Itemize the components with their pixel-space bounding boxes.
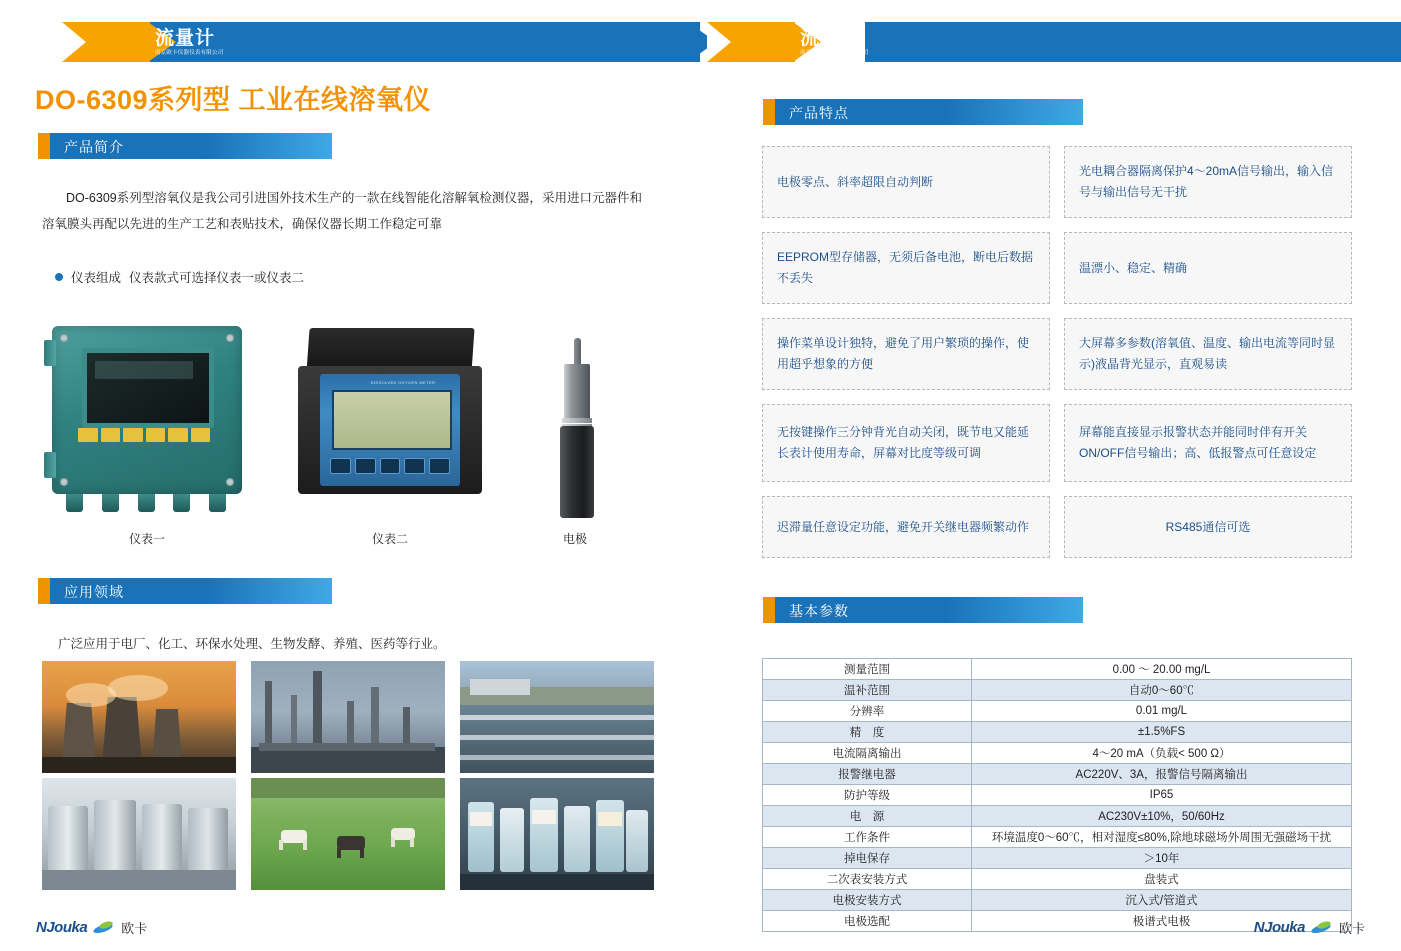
- spec-value: ±1.5%FS: [972, 722, 1352, 743]
- spec-key: 测量范围: [763, 659, 972, 680]
- product-caption-electrode: 电极: [562, 532, 587, 546]
- table-row: [763, 722, 1352, 743]
- spec-key: 掉电保存: [763, 848, 972, 869]
- footer-logo-left: [36, 918, 147, 937]
- feature-text: 操作菜单设计独特，避免了用户繁琐的操作，使用超乎想象的方便: [777, 336, 1030, 371]
- spec-value: AC220V、3A，报警信号隔离输出: [972, 764, 1352, 785]
- spec-value: 环境温度0～60℃，相对湿度≤80%,除地球磁场外周围无强磁场干扰: [972, 827, 1352, 848]
- electrode-ring-upper: [562, 418, 592, 423]
- product-image-meter-one: [42, 318, 252, 518]
- section-header-applications: [38, 578, 332, 604]
- feature-card: [1064, 232, 1352, 304]
- product-caption-meter-two: 仪表二: [371, 532, 408, 546]
- feature-card: [762, 318, 1050, 390]
- electrode-neck: [564, 364, 590, 420]
- table-row: [763, 806, 1352, 827]
- spec-key: 二次表安装方式: [763, 869, 972, 890]
- section-accent-block: [38, 578, 50, 604]
- meter-two-body: [298, 366, 482, 494]
- spec-value: 0.00 ～ 20.00 mg/L: [972, 659, 1352, 680]
- swoosh-icon: [1311, 922, 1333, 934]
- table-row: [763, 785, 1352, 806]
- meter-one-hinge-bottom: [44, 452, 56, 478]
- table-row: [763, 848, 1352, 869]
- application-photo-lab-bottles: [460, 778, 654, 890]
- page-header-banner: [0, 0, 1401, 64]
- table-row: [763, 659, 1352, 680]
- application-photo-livestock-pasture: [251, 778, 445, 890]
- spec-value: 沉入式/管道式: [972, 890, 1352, 911]
- feature-card: [762, 146, 1050, 218]
- meter-two-lcd: [332, 390, 452, 450]
- feature-text: EEPROM型存储器，无须后备电池，断电后数据不丢失: [777, 250, 1034, 285]
- banner-logo-right: [800, 29, 950, 57]
- meter-one-keypad: [78, 428, 210, 442]
- swoosh-icon: [93, 922, 115, 934]
- banner-notch-left: [62, 22, 86, 62]
- intro-bullet: [55, 268, 304, 286]
- spec-key: 防护等级: [763, 785, 972, 806]
- feature-text: 无按键操作三分钟背光自动关闭，既节电又能延长表计使用寿命，屏幕对比度等级可调: [777, 425, 1030, 460]
- feature-card: [1064, 146, 1352, 218]
- section-header-intro: [38, 133, 332, 159]
- table-row: [763, 869, 1352, 890]
- section-title-applications: 应用领域: [64, 584, 124, 600]
- feature-card: [1064, 404, 1352, 482]
- spec-key: 电极安装方式: [763, 890, 972, 911]
- section-title-features: 产品特点: [789, 105, 849, 121]
- specifications-table: [762, 658, 1352, 932]
- feature-text: 光电耦合器隔离保护4～20mA信号输出，输入信号与输出信号无干扰: [1079, 164, 1334, 199]
- section-header-specs: [763, 597, 1083, 623]
- banner-logo-left: [155, 29, 305, 57]
- meter-one-hinge-top: [44, 340, 56, 366]
- feature-card: [762, 232, 1050, 304]
- application-photo-storage-tanks: [42, 778, 236, 890]
- page-title: DO-6309系列型 工业在线溶氧仪: [35, 85, 432, 115]
- feature-card: [762, 404, 1050, 482]
- intro-paragraph: DO-6309系列型溶氧仪是我公司引进国外技术生产的一款在线智能化溶解氧检测仪器，采用进口元器件和溶氧膜头再配以先进的生产工艺和表贴技术，确保仪器长期工作稳定可靠: [42, 191, 642, 232]
- banner-notch-right: [707, 22, 731, 62]
- application-photo-wastewater-treatment: [460, 661, 654, 773]
- meter-one-display: [82, 348, 214, 428]
- spec-value: AC230V±10%，50/60Hz: [972, 806, 1352, 827]
- footer-brand-cn-right: 欧卡: [1338, 921, 1365, 936]
- meter-one-cable-glands: [66, 494, 226, 512]
- feature-card: [1064, 496, 1352, 558]
- intro-bullet-label: 仪表组成: [71, 271, 122, 285]
- spec-value: ＞10年: [972, 848, 1352, 869]
- spec-key: 电极选配: [763, 911, 972, 932]
- spec-value: 盘装式: [972, 869, 1352, 890]
- intro-bullet-text: 仪表款式可选择仪表一或仪表二: [129, 271, 305, 285]
- spec-key: 精 度: [763, 722, 972, 743]
- feature-text: 屏幕能直接显示报警状态并能同时伴有开关ON/OFF信号输出；高、低报警点可任意设定: [1079, 425, 1317, 460]
- footer-brand-mark-left: NJouka: [36, 919, 88, 936]
- spec-key: 电流隔离输出: [763, 743, 972, 764]
- section-title-specs: 基本参数: [789, 603, 849, 619]
- meter-two-panel-text: DISSOLVED OXYGEN METER: [370, 380, 436, 385]
- feature-card: [1064, 318, 1352, 390]
- table-row: [763, 764, 1352, 785]
- footer-logo-right: [1254, 918, 1365, 937]
- spec-key: 工作条件: [763, 827, 972, 848]
- feature-text: 迟滞量任意设定功能，避免开关继电器频繁动作: [777, 519, 1030, 534]
- feature-text: 电极零点、斜率超限自动判断: [777, 174, 934, 189]
- spec-key: 温补范围: [763, 680, 972, 701]
- table-row: [763, 743, 1352, 764]
- spec-key: 报警继电器: [763, 764, 972, 785]
- table-row: [763, 890, 1352, 911]
- table-row: [763, 680, 1352, 701]
- product-image-electrode: [530, 318, 620, 518]
- section-title-intro: 产品简介: [64, 139, 124, 155]
- spec-key: 分辨率: [763, 701, 972, 722]
- banner-logo-right-subtitle: 南京欧卡仪器仪表有限公司: [800, 50, 869, 56]
- feature-card: [762, 496, 1050, 558]
- spec-value: 自动0～60℃: [972, 680, 1352, 701]
- spec-value: 极谱式电极: [972, 911, 1352, 932]
- section-accent-block: [763, 99, 775, 125]
- table-row: [763, 701, 1352, 722]
- meter-two-front-panel: [320, 374, 460, 486]
- product-image-meter-two: [290, 318, 490, 518]
- application-photo-chemical-plant: [251, 661, 445, 773]
- section-header-features: [763, 99, 1083, 125]
- feature-text: 大屏幕多参数(溶氧值、温度、输出电流等同时显示)液晶背光显示，直观易读: [1079, 336, 1335, 371]
- spec-key: 电 源: [763, 806, 972, 827]
- spec-value: IP65: [972, 785, 1352, 806]
- bullet-dot-icon: [55, 273, 63, 281]
- section-accent-block: [38, 133, 50, 159]
- banner-logo-left-title: 流量计: [155, 28, 216, 49]
- applications-description: 广泛应用于电厂、化工、环保水处理、生物发酵、养殖、医药等行业。: [58, 637, 446, 651]
- footer-brand-mark-right: NJouka: [1253, 919, 1305, 936]
- spec-value: 4～20 mA（负载< 500 Ω）: [972, 743, 1352, 764]
- meter-two-buttons: [330, 458, 450, 474]
- banner-logo-right-title: 流量计: [800, 28, 861, 49]
- feature-text: RS485通信可选: [1165, 519, 1251, 534]
- spec-value: 0.01 mg/L: [972, 701, 1352, 722]
- feature-text: 温漂小、稳定、精确: [1079, 260, 1188, 275]
- section-accent-block: [763, 597, 775, 623]
- electrode-body: [560, 426, 594, 518]
- electrode-tip: [574, 338, 581, 366]
- meter-one-enclosure: [52, 326, 242, 494]
- footer-brand-cn-left: 欧卡: [121, 921, 148, 936]
- table-row: [763, 827, 1352, 848]
- application-photo-power-plant: [42, 661, 236, 773]
- banner-logo-left-subtitle: 南京欧卡仪器仪表有限公司: [155, 50, 224, 56]
- product-caption-meter-one: 仪表一: [128, 532, 165, 546]
